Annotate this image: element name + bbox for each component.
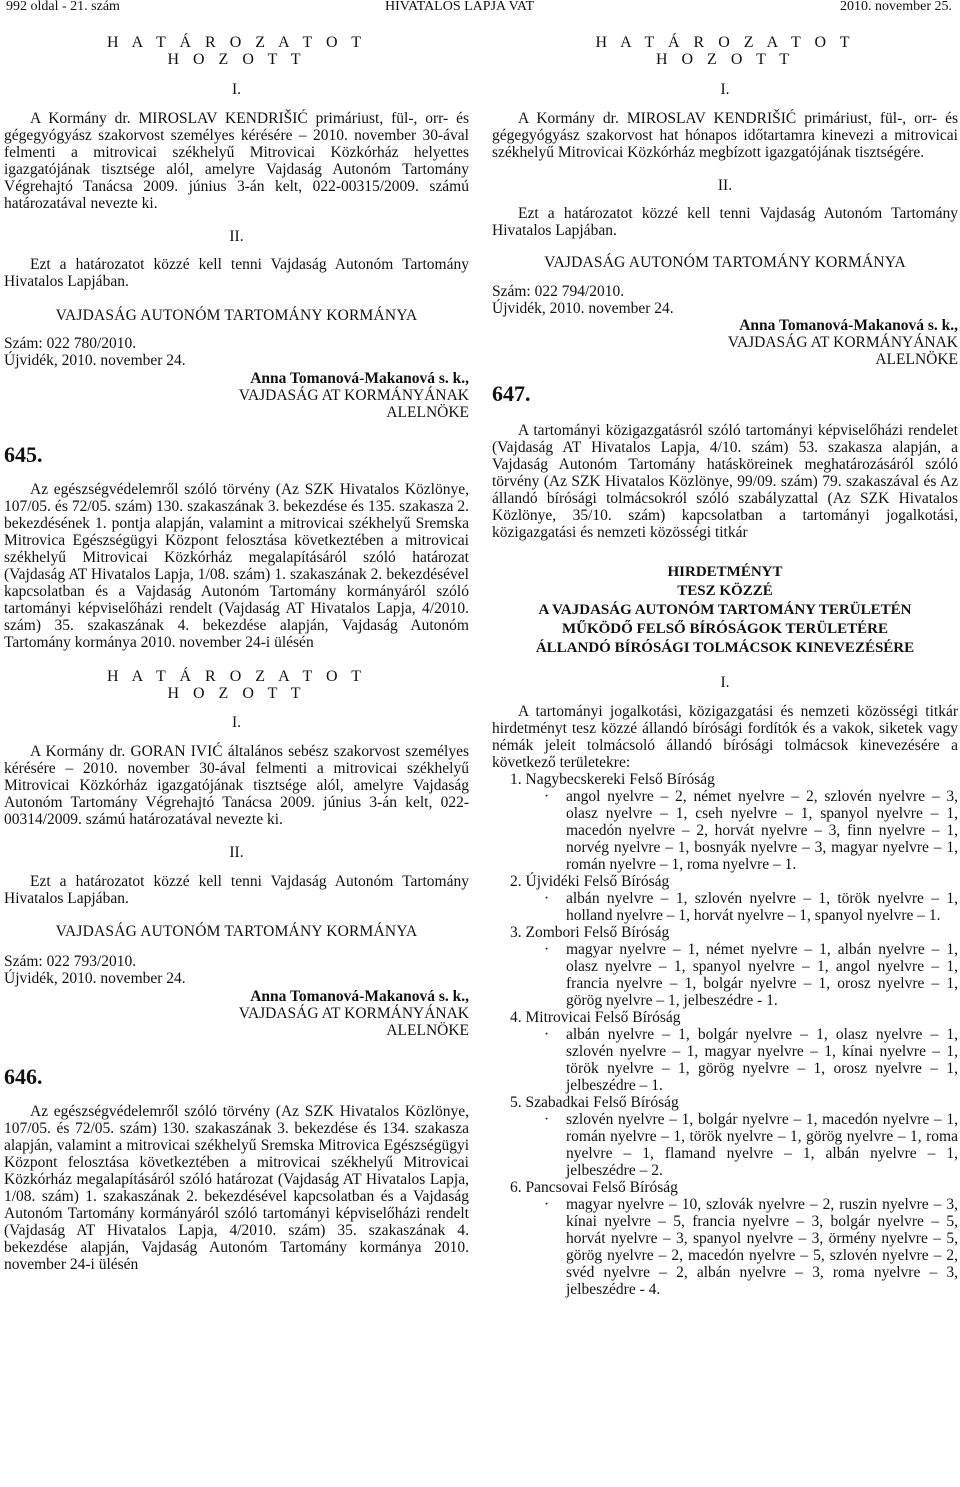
signer-name: Anna Tomanová-Makanová s. k.,: [250, 988, 469, 1005]
notice-title: TESZ KÖZZÉ: [677, 583, 773, 599]
court-name: 4. Mitrovicai Felső Bíróság: [510, 1009, 681, 1026]
place-date: Újvidék, 2010. november 24.: [4, 970, 186, 987]
signer-role: VAJDASÁG AT KORMÁNYÁNAK: [727, 334, 958, 351]
section-number: I.: [231, 81, 242, 98]
page-number: 992 oldal - 21. szám: [6, 0, 120, 14]
notice-title: HIRDETMÉNYT: [667, 564, 783, 580]
decision-subheading: H O Z O T T: [655, 51, 795, 68]
government-name: VAJDASÁG AUTONÓM TARTOMÁNY KORMÁNYA: [55, 307, 418, 324]
legal-basis-text: Az egészségvédelemről szóló törvény (Az SZK Hivatalos Közlönye, 107/05. és 72/05. szám) 130. szakaszának 3. bekezdése és 135. szakasza 2. bekezdésének 1. pontja alapján, valamint a mitrovicai székhelyű Sremska Mitrovica Egészségügyi Központ felosztása következtében a mitrovicai székhelyű Mitrovicai Közkórház megalapításáról szóló határozat (Vajdaság AT Hivatalos Lapja, 1/08. szám) 1. szakaszának 2. bekezdésével kapcsolatban és a Vajdaság Autonóm Tartomány kormányáról szóló tartományi képviselőházi rendelt (Vajdaság AT Hivatalos Lapja, 4/2010. szám) 35. szakaszának 4. bekezdése alapján, Vajdaság Autonóm Tartomány kormánya 2010. november 24-i ülésén: [4, 481, 469, 651]
signer-name: Anna Tomanová-Makanová s. k.,: [739, 317, 958, 334]
notice-title: MŰKÖDŐ FELSŐ BÍRÓSÁGOK TERÜLETÉRE: [561, 621, 889, 637]
signer-role: ALELNÖKE: [875, 351, 958, 368]
publication-text: Ezt a határozatot közzé kell tenni Vajdaság Autonóm Tartomány Hivatalos Lapjában.: [4, 873, 469, 907]
decision-subheading: H O Z O T T: [167, 685, 306, 702]
government-name: VAJDASÁG AUTONÓM TARTOMÁNY KORMÁNYA: [55, 923, 418, 940]
section-number: II.: [229, 228, 244, 245]
court-name: 2. Újvidéki Felső Bíróság: [510, 873, 670, 890]
journal-title: HIVATALOS LAPJA VAT: [385, 0, 535, 14]
government-name: VAJDASÁG AUTONÓM TARTOMÁNY KORMÁNYA: [544, 254, 906, 271]
notice-text: A tartományi jogalkotási, közigazgatási és nemzeti közösségi titkár hirdetményt tesz közzé állandó bírósági fordítók és a vakok, siketek vagy némák jeleit tolmácsoló állandó bírósági tolmácsok kinevezésére a következő területekre:: [492, 703, 958, 771]
language-quota: · magyar nyelvre – 10, szlovák nyelvre – 2, ruszin nyelvre – 3, kínai nyelvre – 5, francia nyelvre – 3, bolgár nyelvre – 5, horvát nyelvre – 3, spanyol nyelvre – 3, örmény nyelvre – 5, görög nyelvre – 2, macedón nyelvre – 5, szlovén nyelvre – 2, svéd nyelvre – 2, albán nyelvre – 3, roma nyelvre – 3, jelbeszédre - 4.: [544, 1196, 958, 1298]
document-number: Szám: 022 780/2010.: [4, 335, 137, 352]
legal-basis-text: A tartományi közigazgatásról szóló tartományi képviselőházi rendelet (Vajdaság AT Hivatalos Lapja, 4/10. szám) 53. szakasza alapján, a Vajdaság Autonóm Tartomány hatásköreinek meghatározásáról szóló törvény (Az SZK Hivatalos Közlönye, 99/09. szám) 79. szakaszával és Az állandó bírósági tolmácsokról szóló szabályzattal (Az SZK Hivatalos Közlönye, 35/10. szám) kapcsolatban a tartományi jogalkotási, közigazgatási és nemzeti közösségi titkár: [492, 422, 958, 541]
right-column: [492, 20, 958, 1298]
decision-text: A Kormány dr. MIROSLAV KENDRIŠIĆ primáriust, fül-, orr- és gégegyógyász szakorvost hat hónapos időtartamra kinevezi a mitrovicai székhelyű Mitrovicai Közkórház megbízott igazgatójának tisztségére.: [492, 110, 958, 161]
decision-heading: H A T Á R O Z A T O T: [106, 668, 367, 685]
court-name: 3. Zombori Felső Bíróság: [510, 924, 670, 941]
item-number: 646.: [4, 1064, 43, 1089]
document-number: Szám: 022 794/2010.: [492, 283, 625, 300]
left-column: [4, 20, 469, 1273]
document-number: Szám: 022 793/2010.: [4, 953, 137, 970]
court-name: 6. Pancsovai Felső Bíróság: [510, 1179, 678, 1196]
section-number: II.: [229, 844, 244, 861]
page-header: [0, 0, 960, 14]
section-number: I.: [231, 714, 242, 731]
section-number: II.: [717, 177, 733, 194]
section-number: I.: [720, 81, 730, 98]
signer-role: ALELNÖKE: [386, 404, 469, 421]
language-quota: · angol nyelvre – 2, német nyelvre – 2, szlovén nyelvre – 3, olasz nyelvre – 1, cseh nyelvre – 1, spanyol nyelvre – 1, macedón nyelvre – 2, horvát nyelvre – 3, finn nyelvre – 1, norvég nyelvre – 1, bosnyák nyelvre – 3, magyar nyelvre – 1, román nyelvre – 1, roma nyelvre – 1.: [544, 788, 958, 873]
notice-title: ÁLLANDÓ BÍRÓSÁGI TOLMÁCSOK KINEVEZÉSÉRE: [535, 640, 915, 656]
signer-role: ALELNÖKE: [386, 1022, 469, 1039]
language-quota: · magyar nyelvre – 1, német nyelvre – 1, albán nyelvre – 1, olasz nyelvre – 1, spanyol nyelvre – 1, angol nyelvre – 1, francia nyelvre – 1, bolgár nyelvre – 1, orosz nyelvre – 1, görög nyelvre – 1, jelbeszédre - 1.: [544, 941, 958, 1009]
item-number: 645.: [4, 442, 43, 467]
language-quota: · albán nyelvre – 1, bolgár nyelvre – 1, olasz nyelvre – 1, szlovén nyelvre – 1, magyar nyelvre – 1, kínai nyelvre – 1, török nyelvre – 1, görög nyelvre – 1, orosz nyelvre – 1, jelbeszédre – 1.: [544, 1026, 958, 1094]
signer-role: VAJDASÁG AT KORMÁNYÁNAK: [238, 387, 469, 404]
item-number: 647.: [492, 381, 531, 406]
section-number: I.: [720, 674, 730, 691]
notice-title: A VAJDASÁG AUTONÓM TARTOMÁNY TERÜLETÉN: [538, 602, 912, 618]
decision-text: A Kormány dr. MIROSLAV KENDRIŠIĆ primáriust, fül-, orr- és gégegyógyász szakorvost személyes kérésére – 2010. november 30-ával felmenti a mitrovicai székhelyű Mitrovicai Közkórház helyettes igazgatójának tisztsége alól, amelyre Vajdaság Autonóm Tartomány Végrehajtó Tanácsa 2009. június 3-án kelt, 022-00315/2009. számú határozatával nevezte ki.: [4, 110, 469, 212]
publication-text: Ezt a határozatot közzé kell tenni Vajdaság Autonóm Tartomány Hivatalos Lapjában.: [492, 205, 958, 239]
legal-basis-text: Az egészségvédelemről szóló törvény (Az SZK Hivatalos Közlönye, 107/05. és 72/05. szám) 130. szakaszának 3. bekezdése és 134. szakasza alapján, valamint a mitrovicai székhelyű Sremska Mitrovica Egészségügyi Központ felosztása következtében a mitrovicai székhelyű Mitrovicai Közkórház megalapításáról szóló határozat (Vajdaság AT Hivatalos Lapja, 1/08. szám) 1. szakaszának 2. bekezdésével kapcsolatban és a Vajdaság Autonóm Tartomány kormányáról szóló tartományi képviselőházi rendelt (Vajdaság AT Hivatalos Lapja, 4/2010. szám) 35. szakaszának 4. bekezdése alapján, Vajdaság Autonóm Tartomány kormánya 2010. november 24-i ülésén: [4, 1103, 469, 1273]
decision-heading: H A T Á R O Z A T O T: [595, 34, 855, 51]
signer-name: Anna Tomanová-Makanová s. k.,: [250, 370, 469, 387]
court-name: 1. Nagybecskereki Felső Bíróság: [510, 771, 715, 788]
decision-text: A Kormány dr. GORAN IVIĆ általános sebész szakorvost személyes kérésére – 2010. november 30-ával felmenti a mitrovicai székhelyű Mitrovicai Közkórház igazgatójának tisztsége alól, amelyre Vajdaság Autonóm Tartomány Végrehajtó Tanácsa 2009. június 3-án kelt, 022-00314/2009. számú határozatával nevezte ki.: [4, 743, 469, 828]
court-name: 5. Szabadkai Felső Bíróság: [510, 1094, 679, 1111]
place-date: Újvidék, 2010. november 24.: [4, 352, 186, 369]
signer-role: VAJDASÁG AT KORMÁNYÁNAK: [238, 1005, 469, 1022]
issue-date: 2010. november 25.: [840, 0, 952, 14]
place-date: Újvidék, 2010. november 24.: [492, 300, 674, 317]
language-quota: · szlovén nyelvre – 1, bolgár nyelvre – 1, macedón nyelvre – 1, román nyelvre – 1, török nyelvre – 1, görög nyelvre – 1, roma nyelvre – 1, flamand nyelvre – 1, albán nyelvre – 1, jelbeszédre – 2.: [544, 1111, 958, 1179]
language-quota: · albán nyelvre – 1, szlovén nyelvre – 1, török nyelvre – 1, holland nyelvre – 1, horvát nyelvre – 1, spanyol nyelvre – 1.: [544, 890, 958, 924]
publication-text: Ezt a határozatot közzé kell tenni Vajdaság Autonóm Tartomány Hivatalos Lapjában.: [4, 256, 469, 290]
decision-heading: H A T Á R O Z A T O T: [106, 34, 367, 51]
court-list: [492, 771, 958, 1298]
decision-subheading: H O Z O T T: [167, 51, 306, 68]
